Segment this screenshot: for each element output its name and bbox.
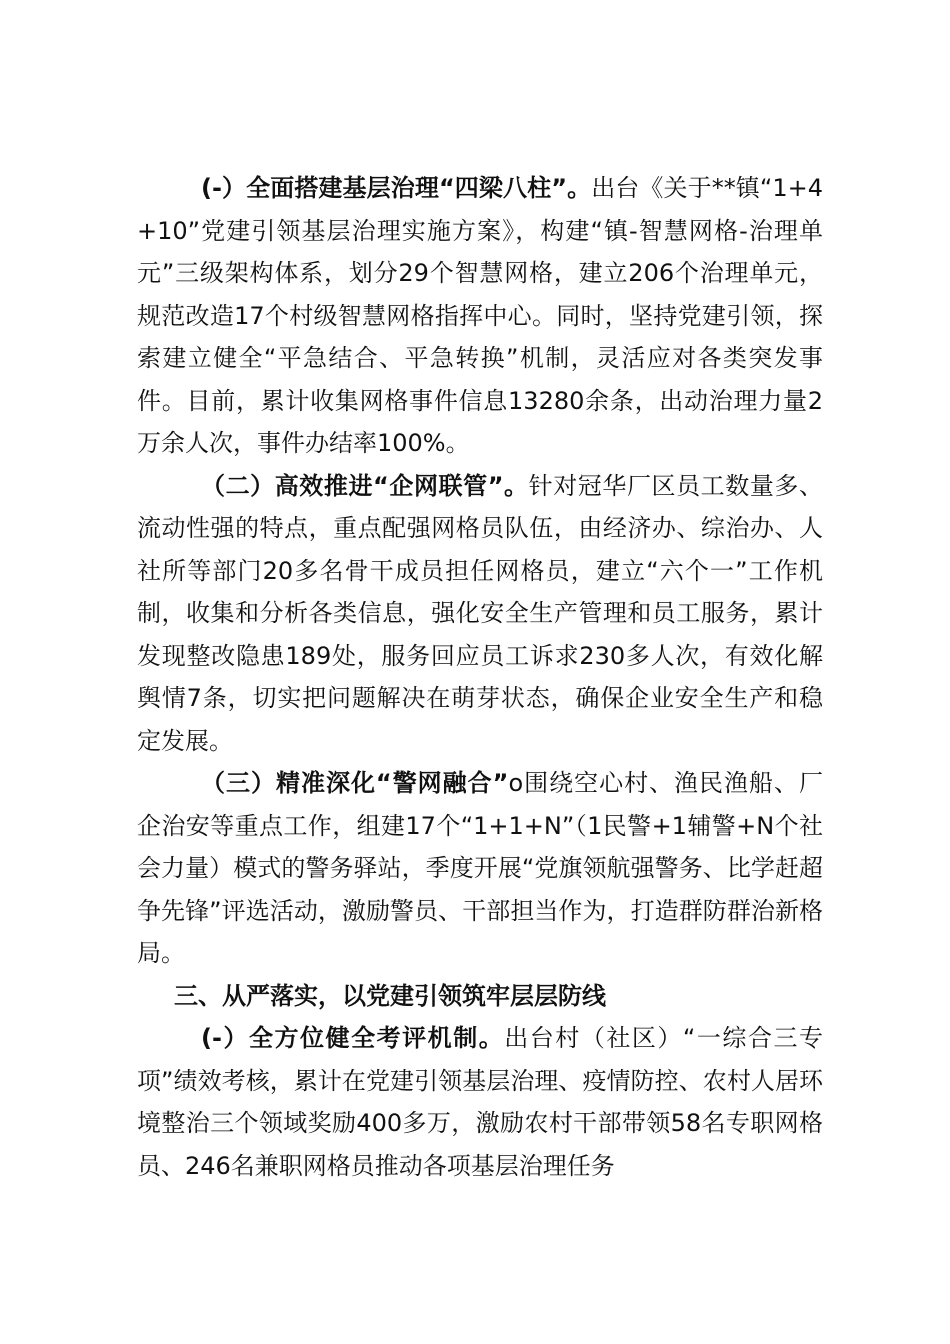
paragraph-4 (137, 1017, 823, 1187)
section-heading: 三、从严落实，以党建引领筑牢层层防线 (174, 981, 606, 1010)
paragraph-3-heading: （三）精准深化“警网融合” (201, 769, 509, 797)
paragraph-4-text: 出台村（社区）“一综合三专项”绩效考核，累计在党建引领基层治理、疫情防控、农村人居环境整治三个领域奖励400多万，激励农村干部带领58名专职网格员、246名兼职网格员推动各项基层治理任务 (137, 1024, 823, 1180)
paragraph-1 (137, 167, 823, 465)
paragraph-3-text: o围绕空心村、渔民渔船、厂企治安等重点工作，组建17个“1+1+N”（1民警+1辅警+N个社会力量）模式的警务驿站，季度开展“党旗领航强警务、比学赶超争先锋”评选活动，激励警员、干部担当作为，打造群防群治新格局。 (137, 769, 824, 967)
paragraph-3 (137, 762, 823, 975)
paragraph-4-heading: (-）全方位健全考评机制。 (201, 1024, 505, 1052)
paragraph-2-heading: （二）高效推进“企网联管”。 (201, 471, 529, 500)
paragraph-1-heading: (-）全面搭建基层治理“四梁八柱”。 (201, 174, 592, 202)
paragraph-2-text: 针对冠华厂区员工数量多、流动性强的特点，重点配强网格员队伍，由经济办、综治办、人社所等部门20多名骨干成员担任网格员，建立“六个一”工作机制，收集和分析各类信息，强化安全生产管理和员工服务，累计发现整改隐患189处，服务回应员工诉求230多人次，有效化解舆情7条，切实把问题解决在萌芽状态，确保企业安全生产和稳定发展。 (137, 471, 823, 755)
paragraph-1-text: 出台《关于**镇“1+4+10”党建引领基层治理实施方案》，构建“镇-智慧网格-治理单元”三级架构体系，划分29个智慧网格，建立206个治理单元，规范改造17个村级智慧网格指挥中心。同时，坚持党建引领，探索建立健全“平急结合、平急转换”机制，灵活应对各类突发事件。目前，累计收集网格事件信息13280余条，出动治理力量2万余人次，事件办结率100%。 (137, 174, 823, 457)
document-body (137, 167, 823, 1187)
paragraph-2 (137, 465, 823, 763)
